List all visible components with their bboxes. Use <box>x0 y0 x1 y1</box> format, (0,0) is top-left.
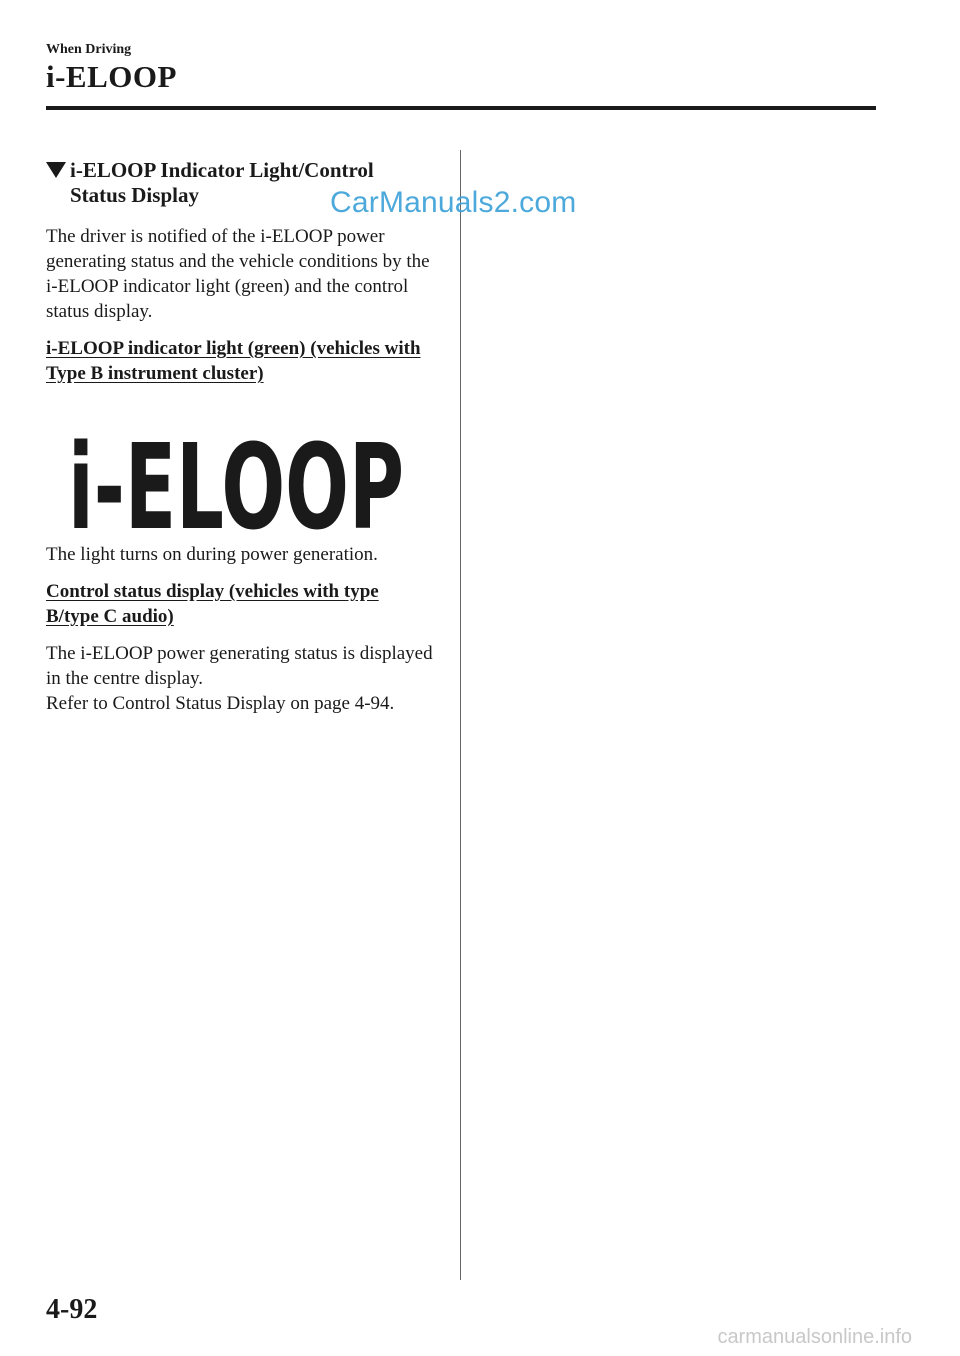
triangle-down-icon <box>46 162 66 178</box>
footer-site[interactable]: carmanualsonline.info <box>717 1326 912 1348</box>
indicator-heading: i-ELOOP indicator light (green) (vehicles with Type B instrument cluster) <box>46 338 421 384</box>
indicator-description: The light turns on during power generation. <box>46 544 378 565</box>
section-heading <box>46 158 436 208</box>
indicator-illustration-text: i-ELOOP <box>68 428 404 536</box>
page-number: 4-92 <box>46 1294 98 1325</box>
intro-paragraph: The driver is notified of the i-ELOOP power generating status and the vehicle conditions by the i-ELOOP indicator light (green) and the control status display. <box>46 226 430 322</box>
control-status-line2: Refer to Control Status Display on page 4-94. <box>46 693 395 714</box>
section-heading-line2: Status Display <box>70 183 199 207</box>
watermark[interactable]: CarManuals2.com <box>330 186 577 219</box>
section-heading-line1: i-ELOOP Indicator Light/Control <box>70 158 374 182</box>
chapter-title: i-ELOOP <box>46 59 177 94</box>
column-divider <box>460 150 461 1280</box>
control-status-heading: Control status display (vehicles with type B/type C audio) <box>46 581 379 627</box>
i-eloop-indicator-icon <box>68 428 408 536</box>
header-rule <box>46 106 876 110</box>
section-name: When Driving <box>46 42 132 57</box>
page-header <box>46 42 177 94</box>
left-column <box>46 158 436 728</box>
control-status-line1: The i-ELOOP power generating status is displayed in the centre display. <box>46 643 433 689</box>
i-eloop-indicator-illustration <box>68 428 408 536</box>
